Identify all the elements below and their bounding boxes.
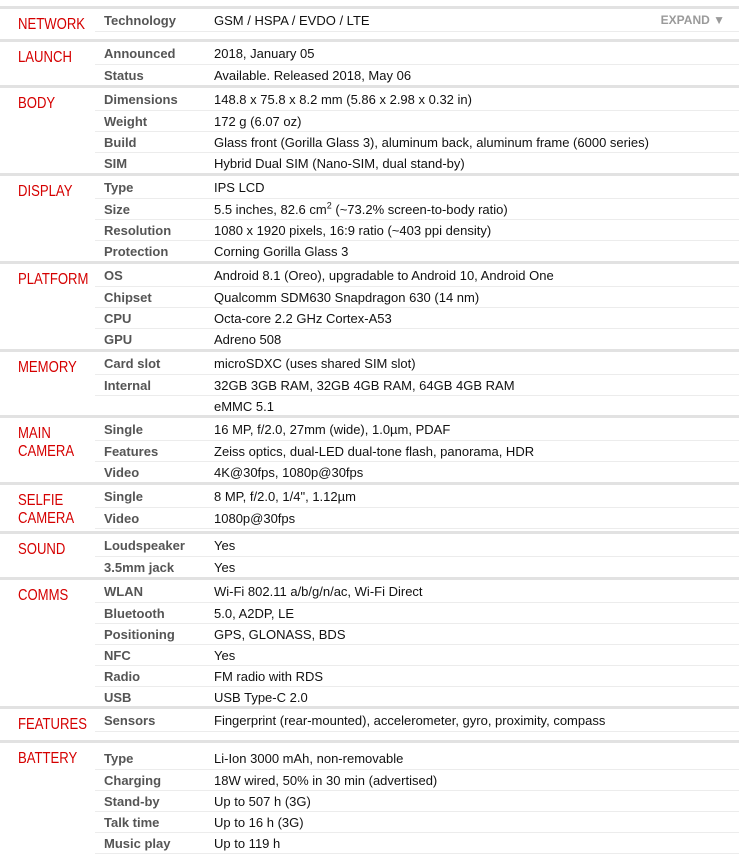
- spec-section: [0, 173, 739, 261]
- spec-value: Qualcomm SDM630 Snapdragon 630 (14 nm): [214, 290, 480, 305]
- spec-row: [95, 287, 739, 308]
- spec-value: 1080p@30fps: [214, 511, 296, 526]
- spec-row: [95, 482, 739, 508]
- spec-label: Resolution: [104, 223, 172, 238]
- spec-label: Size: [104, 202, 131, 217]
- section-header: [0, 6, 95, 39]
- spec-value: Available. Released 2018, May 06: [214, 68, 412, 83]
- spec-section: [0, 531, 739, 577]
- spec-row: [95, 396, 739, 417]
- section-divider: [95, 706, 739, 709]
- section-title-line: SOUND: [18, 541, 66, 558]
- row-divider: [95, 31, 739, 32]
- spec-label: Radio: [104, 669, 141, 684]
- spec-row: [95, 65, 739, 86]
- spec-row: [95, 308, 739, 329]
- spec-label: Card slot: [104, 356, 161, 371]
- spec-row: [95, 791, 739, 812]
- spec-value: Wi-Fi 802.11 a/b/g/n/ac, Wi-Fi Direct: [214, 584, 423, 599]
- spec-value-superscript: 2: [326, 200, 332, 211]
- spec-label: GPU: [104, 332, 133, 347]
- spec-value: eMMC 5.1: [214, 399, 274, 414]
- spec-label: Music play: [104, 836, 171, 851]
- spec-label: Charging: [104, 773, 162, 788]
- section-header: [0, 531, 95, 577]
- section-title-line: BATTERY: [18, 750, 78, 767]
- section-title-line: DISPLAY: [18, 183, 73, 200]
- spec-label: Type: [104, 751, 134, 766]
- spec-label: WLAN: [104, 584, 143, 599]
- section-title: [18, 716, 87, 734]
- section-header: [0, 482, 95, 531]
- spec-value: 5.0, A2DP, LE: [214, 606, 294, 621]
- spec-value: Yes: [214, 538, 236, 553]
- section-title-line: LAUNCH: [18, 49, 72, 66]
- section-header: [0, 349, 95, 415]
- spec-row: [95, 220, 739, 241]
- spec-row: [95, 706, 739, 732]
- spec-value: IPS LCD: [214, 180, 265, 195]
- section-divider: [95, 6, 739, 9]
- expand-button[interactable]: EXPAND ▼: [660, 13, 725, 27]
- spec-label: Video: [104, 511, 140, 526]
- section-title: [18, 16, 85, 34]
- spec-value: Android 8.1 (Oreo), upgradable to Android 10, Android One: [214, 268, 554, 283]
- spec-section: [0, 740, 739, 851]
- spec-value: Fingerprint (rear-mounted), accelerometer, gyro, proximity, compass: [214, 713, 606, 728]
- spec-row: [95, 624, 739, 645]
- spec-section: [0, 261, 739, 349]
- section-title: [18, 541, 65, 559]
- spec-section: [0, 6, 739, 39]
- section-title-line: CAMERA: [18, 443, 75, 460]
- section-title: [18, 271, 88, 289]
- spec-value: 8 MP, f/2.0, 1/4", 1.12µm: [214, 489, 356, 504]
- spec-row: [95, 375, 739, 396]
- spec-row: [95, 508, 739, 529]
- spec-value: Up to 507 h (3G): [214, 794, 311, 809]
- spec-row: [95, 687, 739, 708]
- spec-value: FM radio with RDS: [214, 669, 324, 684]
- spec-row: [95, 645, 739, 666]
- spec-row: [95, 241, 739, 262]
- spec-row: [95, 557, 739, 578]
- section-title: [18, 49, 72, 67]
- spec-value: 32GB 3GB RAM, 32GB 4GB RAM, 64GB 4GB RAM: [214, 378, 515, 393]
- section-header: [0, 415, 95, 482]
- section-header: [0, 261, 95, 349]
- spec-value: Adreno 508: [214, 332, 282, 347]
- spec-section: [0, 85, 739, 173]
- spec-value: 148.8 x 75.8 x 8.2 mm (5.86 x 2.98 x 0.32 in): [214, 92, 472, 107]
- spec-label: Features: [104, 444, 159, 459]
- spec-label: Weight: [104, 114, 148, 129]
- spec-label: 3.5mm jack: [104, 560, 175, 575]
- spec-label: Type: [104, 180, 134, 195]
- spec-row: [95, 833, 739, 854]
- section-divider: [95, 349, 739, 352]
- spec-row: [95, 111, 739, 132]
- spec-value: Zeiss optics, dual-LED dual-tone flash, panorama, HDR: [214, 444, 535, 459]
- spec-value: 172 g (6.07 oz): [214, 114, 302, 129]
- spec-label: Bluetooth: [104, 606, 165, 621]
- section-title: [18, 587, 68, 605]
- spec-value-text: (~73.2% screen-to-body ratio): [331, 202, 508, 217]
- spec-value: Octa-core 2.2 GHz Cortex-A53: [214, 311, 392, 326]
- spec-section: [0, 349, 739, 415]
- spec-value: 4K@30fps, 1080p@30fps: [214, 465, 364, 480]
- spec-value: Up to 119 h: [214, 836, 281, 851]
- spec-row: [95, 577, 739, 603]
- spec-value: Corning Gorilla Glass 3: [214, 244, 349, 259]
- spec-label: Single: [104, 489, 144, 504]
- spec-row: [95, 441, 739, 462]
- spec-row: [95, 462, 739, 483]
- section-title-line: PLATFORM: [18, 271, 89, 288]
- section-header: [0, 39, 95, 85]
- section-divider: [95, 740, 739, 743]
- spec-row: [95, 6, 739, 32]
- section-header: [0, 173, 95, 261]
- spec-value: Li-Ion 3000 mAh, non-removable: [214, 751, 404, 766]
- spec-label: Video: [104, 465, 140, 480]
- spec-label: Announced: [104, 46, 176, 61]
- section-title-line: SELFIE: [18, 492, 64, 509]
- spec-row: [95, 349, 739, 375]
- spec-label: CPU: [104, 311, 132, 326]
- spec-value: Yes: [214, 560, 236, 575]
- spec-row: [95, 39, 739, 65]
- spec-row: [95, 740, 739, 770]
- spec-label: OS: [104, 268, 123, 283]
- spec-label: Talk time: [104, 815, 160, 830]
- spec-row: [95, 329, 739, 350]
- row-divider: [95, 731, 739, 732]
- spec-row: [95, 770, 739, 791]
- spec-row: [95, 415, 739, 441]
- spec-label: USB: [104, 690, 132, 705]
- spec-value: 18W wired, 50% in 30 min (advertised): [214, 773, 438, 788]
- spec-label: Internal: [104, 378, 151, 393]
- row-divider: [95, 528, 739, 529]
- spec-label: Protection: [104, 244, 169, 259]
- spec-label: Dimensions: [104, 92, 178, 107]
- spec-value-text: 5.5 inches, 82.6 cm: [214, 202, 327, 217]
- spec-value: 2018, January 05: [214, 46, 315, 61]
- spec-section: [0, 415, 739, 482]
- section-title-line: NETWORK: [18, 16, 86, 33]
- spec-value: microSDXC (uses shared SIM slot): [214, 356, 416, 371]
- spec-label: Status: [104, 68, 144, 83]
- section-title-line: FEATURES: [18, 716, 88, 733]
- spec-label: Single: [104, 422, 144, 437]
- spec-label: Positioning: [104, 627, 175, 642]
- spec-row: [95, 812, 739, 833]
- spec-value: Hybrid Dual SIM (Nano-SIM, dual stand-by): [214, 156, 465, 171]
- section-title: [18, 425, 74, 461]
- section-divider: [95, 173, 739, 176]
- section-divider: [95, 85, 739, 88]
- spec-label: Sensors: [104, 713, 156, 728]
- section-title: [18, 95, 55, 113]
- spec-value: Up to 16 h (3G): [214, 815, 304, 830]
- spec-label: Loudspeaker: [104, 538, 185, 553]
- spec-value: Glass front (Gorilla Glass 3), aluminum back, aluminum frame (6000 series): [214, 135, 649, 150]
- section-title: [18, 359, 77, 377]
- section-divider: [95, 577, 739, 580]
- spec-value: Yes: [214, 648, 236, 663]
- section-divider: [95, 261, 739, 264]
- section-divider: [95, 482, 739, 485]
- spec-value: GPS, GLONASS, BDS: [214, 627, 346, 642]
- spec-value: [214, 202, 508, 217]
- section-title-line: COMMS: [18, 587, 69, 604]
- section-title-line: MAIN: [18, 425, 51, 442]
- spec-label: Chipset: [104, 290, 152, 305]
- spec-row: [95, 173, 739, 199]
- spec-label: NFC: [104, 648, 131, 663]
- spec-row: [95, 85, 739, 111]
- section-header: [0, 706, 95, 740]
- spec-label: SIM: [104, 156, 128, 171]
- spec-row: [95, 666, 739, 687]
- spec-label: Stand-by: [104, 794, 160, 809]
- spec-value: GSM / HSPA / EVDO / LTE: [214, 13, 370, 28]
- spec-row: [95, 531, 739, 557]
- spec-value: 16 MP, f/2.0, 27mm (wide), 1.0µm, PDAF: [214, 422, 451, 437]
- section-title-line: CAMERA: [18, 510, 75, 527]
- section-title: [18, 183, 72, 201]
- spec-row: [95, 132, 739, 153]
- section-header: [0, 740, 95, 846]
- spec-row: [95, 199, 739, 220]
- spec-row: [95, 153, 739, 174]
- section-divider: [95, 415, 739, 418]
- spec-section: [0, 39, 739, 85]
- section-divider: [95, 531, 739, 534]
- spec-value: 1080 x 1920 pixels, 16:9 ratio (~403 ppi density): [214, 223, 492, 238]
- section-header: [0, 577, 95, 706]
- section-title: [18, 492, 74, 528]
- section-title-line: MEMORY: [18, 359, 77, 376]
- section-divider: [95, 39, 739, 42]
- spec-label: Technology: [104, 13, 176, 28]
- spec-section: [0, 577, 739, 706]
- spec-row: [95, 261, 739, 287]
- section-title: [18, 750, 77, 768]
- section-title-line: BODY: [18, 95, 56, 112]
- spec-section: [0, 706, 739, 740]
- spec-value: USB Type-C 2.0: [214, 690, 308, 705]
- section-header: [0, 85, 95, 173]
- spec-section: [0, 482, 739, 531]
- spec-row: [95, 603, 739, 624]
- spec-label: Build: [104, 135, 137, 150]
